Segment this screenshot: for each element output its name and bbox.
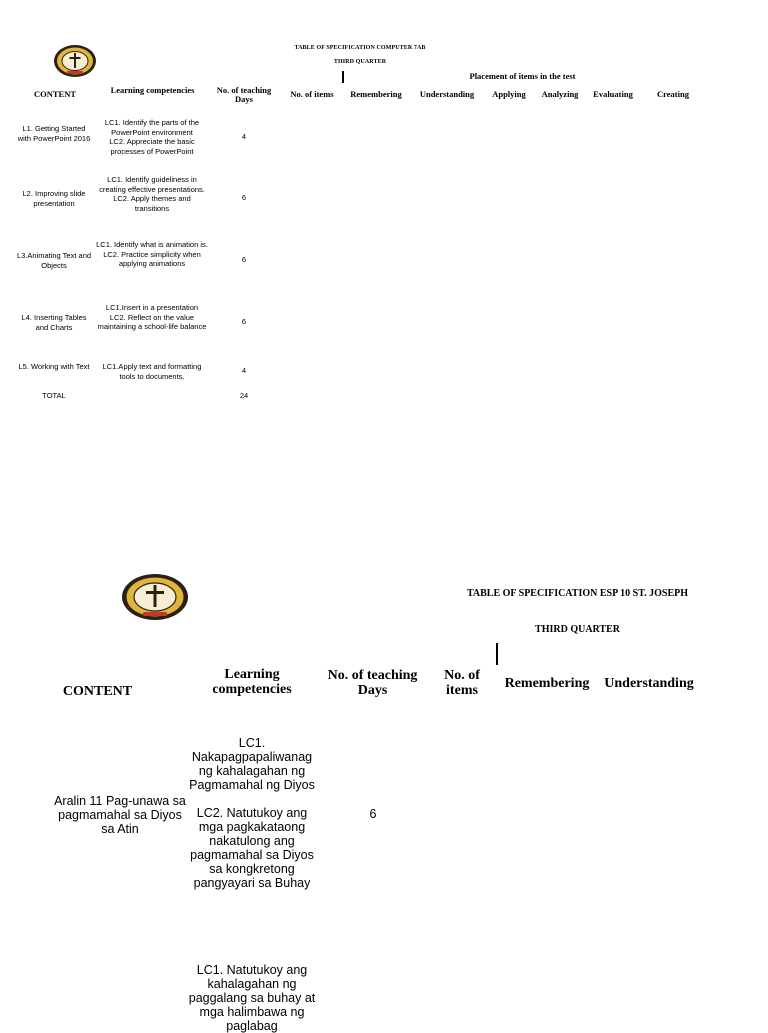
header-content: CONTENT <box>62 684 133 699</box>
header-teaching-days: No. of teaching Days <box>327 668 418 698</box>
cursor-bar <box>342 71 344 83</box>
table-row-competencies: LC1. Identify what is animation is. LC2. Practice simplicity when applying animations <box>96 240 208 268</box>
document-title: TABLE OF SPECIFICATION ESP 10 ST. JOSEPH <box>466 588 689 599</box>
table-row-days: 6 <box>369 807 377 821</box>
header-remembering: Remembering <box>350 89 402 99</box>
placement-header: Placement of items in the test <box>469 71 576 81</box>
header-competencies: Learning competencies <box>110 85 195 95</box>
header-creating: Creating <box>657 89 689 99</box>
table-row-content: Aralin 11 Pag-unawa sa pagmamahal sa Diyos sa Atin <box>54 794 186 836</box>
header-remembering: Remembering <box>504 676 590 691</box>
table-row-days: 4 <box>241 366 247 375</box>
header-analyzing: Analyzing <box>541 89 579 99</box>
table-row-content: L3.Animating Text and Objects <box>16 251 92 270</box>
table-row-competencies: LC1.Apply text and formatting tools to documents. <box>102 362 202 381</box>
cursor-bar <box>496 643 498 665</box>
table-row-content: L5. Working with Text <box>18 362 90 371</box>
school-seal-logo <box>53 44 97 78</box>
table-row-content: L1. Getting Started with PowerPoint 2016 <box>17 124 91 143</box>
quarter-label: THIRD QUARTER <box>535 624 620 635</box>
header-understanding: Understanding <box>604 676 694 691</box>
total-days: 24 <box>239 391 249 400</box>
header-competencies: Learning competencies <box>212 667 292 697</box>
table-row-competencies: LC1. Nakapagpapaliwanag ng kahalagahan ng Pagmamahal ng Diyos LC2. Natutukoy ang mga pagkakataong nakatulong ang pagmamahal sa Diyos sa kongkretong pangyayari sa Buhay <box>189 736 315 890</box>
school-seal-logo <box>121 573 189 621</box>
table-row-content: L2. Improving slide presentation <box>22 189 86 208</box>
header-content: CONTENT <box>33 89 77 99</box>
table-row-days: 6 <box>241 317 247 326</box>
table-row-days: 4 <box>241 132 247 141</box>
header-applying: Applying <box>492 89 526 99</box>
total-label: TOTAL <box>42 391 66 400</box>
header-understanding: Understanding <box>419 89 475 99</box>
table-row-days: 6 <box>241 255 247 264</box>
table-row-competencies: LC1.Insert in a presentation LC2. Reflect on the value maintaining a school-life balance <box>97 303 207 331</box>
document-title: TABLE OF SPECIFICATION COMPUTER 7AB <box>294 45 426 51</box>
table-row-competencies: LC1. Identify the parts of the PowerPoint environment LC2. Appreciate the basic processes of PowerPoint <box>104 118 200 156</box>
header-evaluating: Evaluating <box>593 89 633 99</box>
header-no-items: No. of items <box>290 89 334 99</box>
table-row-competencies: LC1. Identify guideliness in creating effective presentations. LC2. Apply themes and transitions <box>99 175 205 213</box>
table-row-competencies: LC1. Natutukoy ang kahalagahan ng paggalang sa buhay at mga halimbawa ng paglabag <box>188 963 316 1033</box>
header-teaching-days: No. of teaching Days <box>216 85 272 104</box>
header-no-items: No. of items <box>444 668 480 698</box>
quarter-label: THIRD QUARTER <box>333 59 387 65</box>
table-row-content: L4. Inserting Tables and Charts <box>21 313 87 332</box>
table-row-days: 6 <box>241 193 247 202</box>
